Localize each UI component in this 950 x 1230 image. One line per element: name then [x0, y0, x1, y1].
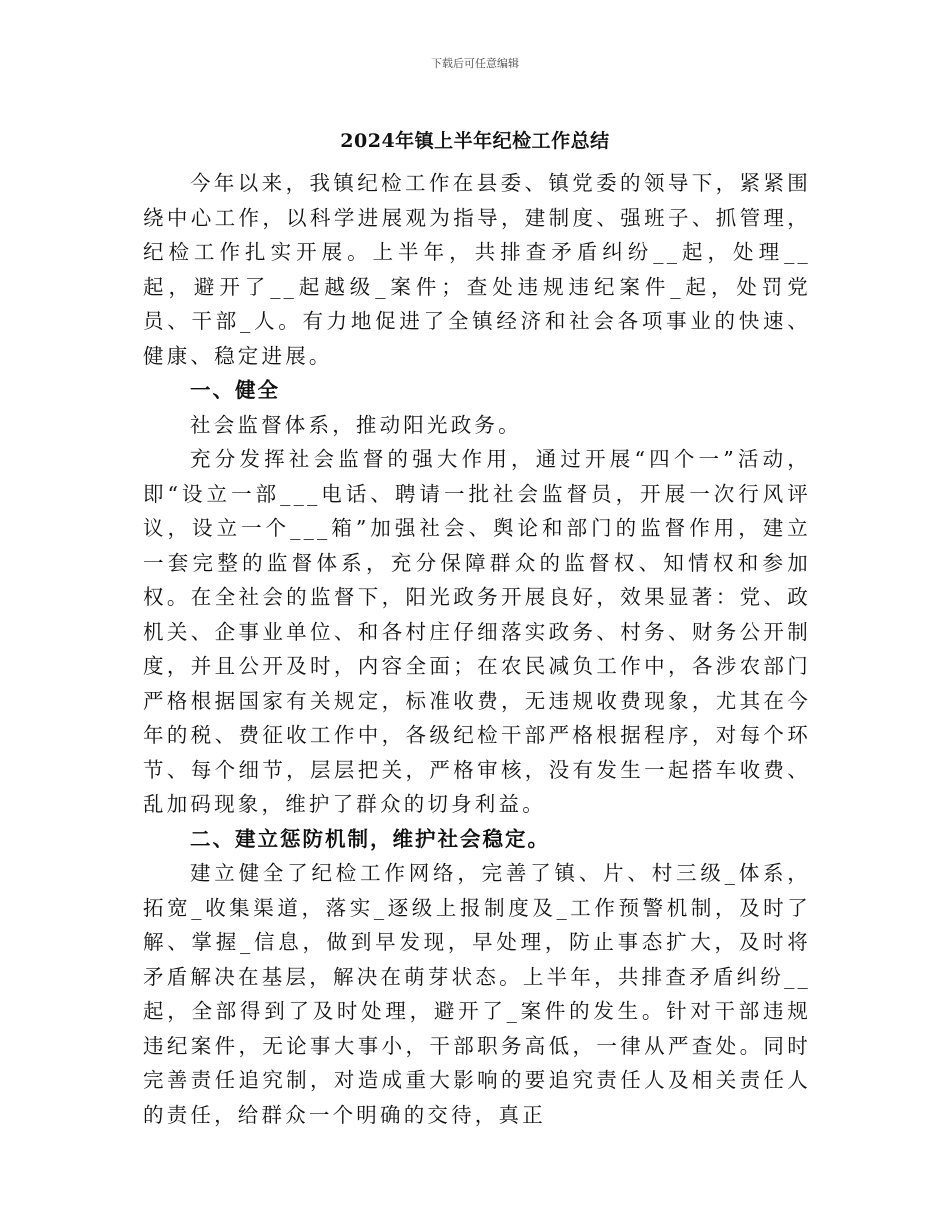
document-title: 2024年镇上半年纪检工作总结 — [340, 130, 610, 152]
section-heading-1: 一、健全 — [190, 378, 280, 402]
section-1-body: 充分发挥社会监督的强大作用，通过开展“四个一”活动，即“设立一部___电话、聘请一批社会监督员，开展一次行风评议，设立一个___箱”加强社会、舆论和部门的监督作用，建立一套完整的监督体系，充分保障群众的监督权、知情权和参加权。在全社会的监督下，阳光政务开展良好，效果显著：党、政机关、企事业单位、和各村庄仔细落实政务、村务、财务公开制度，并且公开及时，内容全面；在农民减负工作中，各涉农部门严格根据国家有关规定，标准收费，无违规收费现象，尤其在今年的税、费征收工作中，各级纪检干部严格根据程序，对每个环节、每个细节，层层把关，严格审核，没有发生一起搭车收费、乱加码现象，维护了群众的切身利益。 — [143, 447, 811, 816]
page-header-note: 下载后可任意编辑 — [431, 57, 519, 70]
document-body — [143, 166, 811, 1132]
section-subtitle-1: 社会监督体系，推动阳光政务。 — [190, 412, 522, 437]
section-2-body: 建立健全了纪检工作网络，完善了镇、片、村三级_体系，拓宽_收集渠道，落实_逐级上报制度及_工作预警机制，及时了解、掌握_信息，做到早发现，早处理，防止事态扩大，及时将矛盾解决在基层，解决在萌芽状态。上半年，共排查矛盾纠纷__起，全部得到了及时处理，避开了_案件的发生。针对干部违规违纪案件，无论事大事小，干部职务高低，一律从严查处。同时完善责任追究制，对造成重大影响的要追究责任人及相关责任人的责任，给群众一个明确的交待，真正 — [143, 861, 811, 1127]
section-heading-2: 二、建立惩防机制，维护社会稳定。 — [190, 826, 550, 851]
intro-paragraph: 今年以来，我镇纪检工作在县委、镇党委的领导下，紧紧围绕中心工作，以科学进展观为指导，建制度、强班子、抓管理，纪检工作扎实开展。上半年，共排查矛盾纠纷__起，处理__起，避开了__起越级_案件；查处违规违纪案件_起，处罚党员、干部_人。有力地促进了全镇经济和社会各项事业的快速、健康、稳定进展。 — [143, 171, 811, 368]
